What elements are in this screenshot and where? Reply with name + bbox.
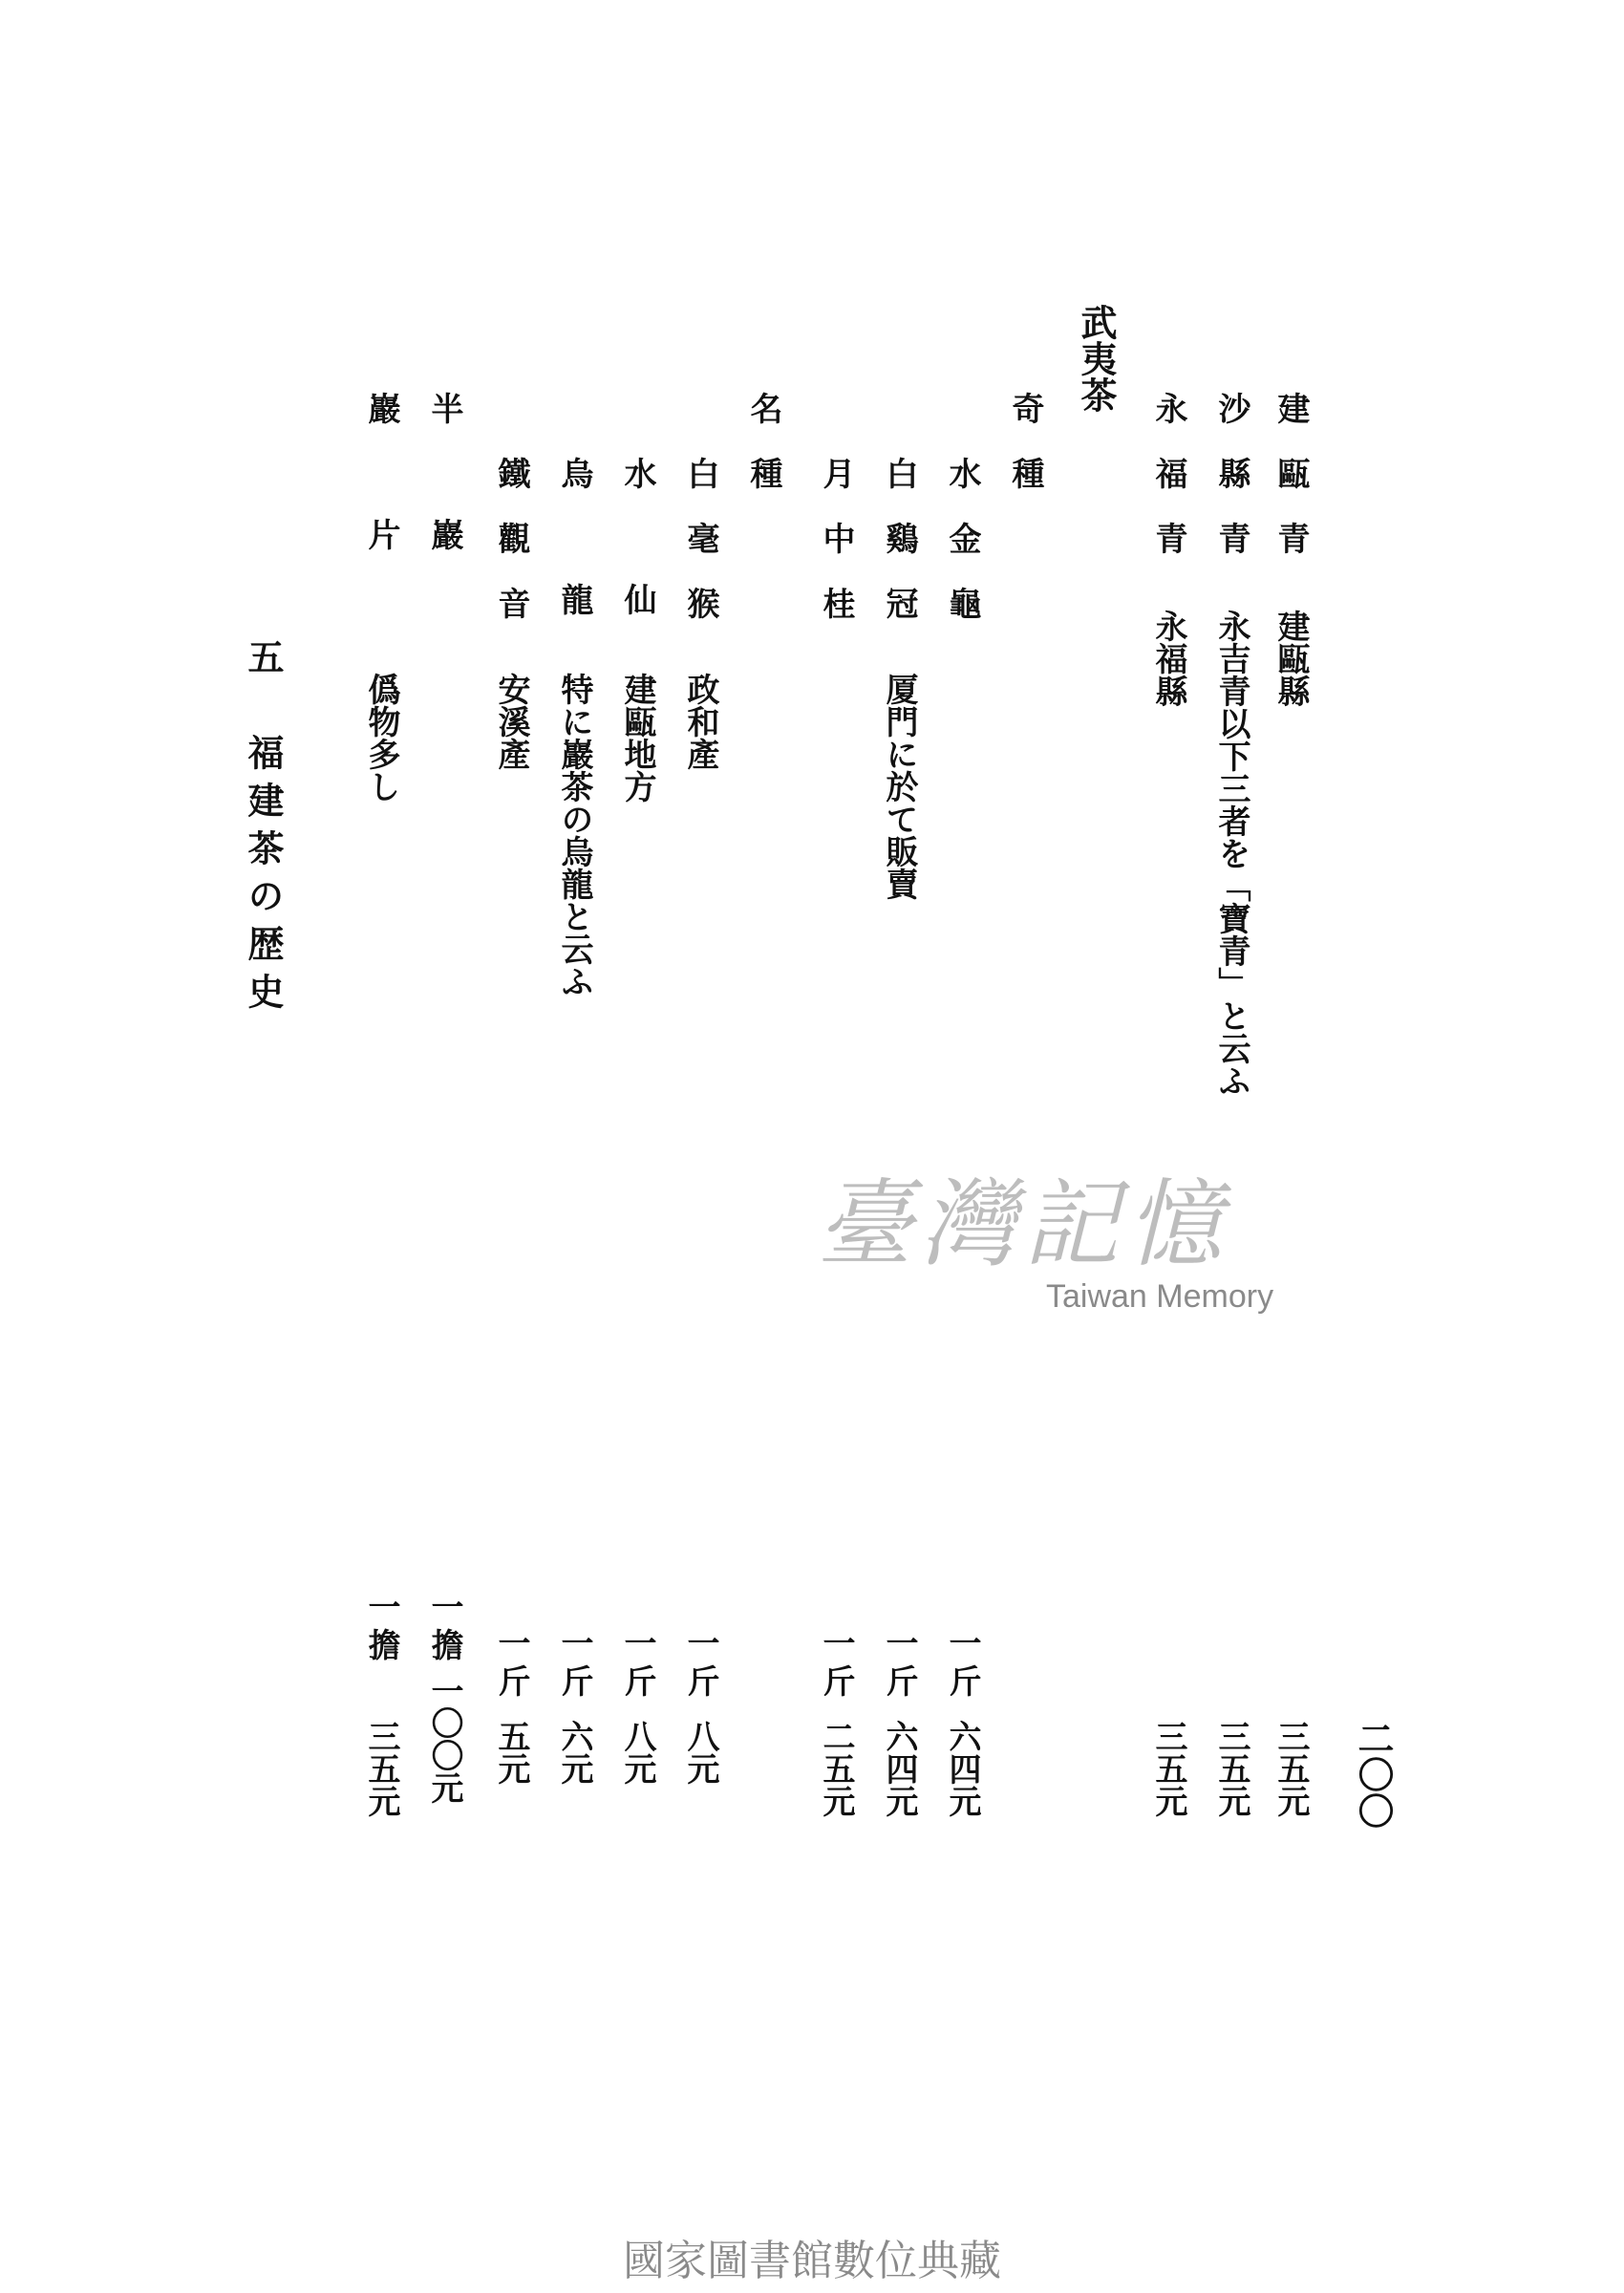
entry-price: 一〇〇元 [425, 1674, 463, 1804]
entry-note: 永吉青以下三者を「寶青」と云ふ [1212, 610, 1250, 1097]
entry-note: 建甌縣 [1271, 610, 1310, 707]
entry-name: 鐵觀音 [492, 457, 530, 652]
entry-note: 僞物多し [362, 673, 400, 803]
entry-name: 巖片 [362, 392, 400, 644]
entry-name: 半巖 [425, 392, 463, 644]
entry-name: 烏龍 [555, 457, 593, 709]
entry-unit: 一斤 [618, 1626, 656, 1703]
entry-name: 水仙 [618, 457, 656, 709]
watermark [817, 1168, 1294, 1320]
entry-name: 建甌青 [1271, 392, 1310, 587]
entry-note: 政和產 [681, 673, 719, 770]
entry-name: 水金龜 [943, 457, 981, 652]
entry-price: 六四元 [943, 1720, 981, 1817]
entry-price: 六元 [555, 1720, 593, 1785]
entry-unit: 一斤 [943, 1626, 981, 1703]
watermark-english: Taiwan Memory [1046, 1278, 1274, 1315]
entry-name: 沙縣青 [1212, 392, 1250, 587]
entry-note: 安溪產 [492, 673, 530, 770]
entry-unit: 一斤 [880, 1626, 918, 1703]
entry-name: 月中桂 [817, 457, 855, 652]
entry-price: 三五元 [1149, 1720, 1187, 1817]
entry-unit: 一斤 [555, 1626, 593, 1703]
entry-price: 三五元 [362, 1720, 400, 1817]
section-heading: 武夷茶 [1075, 304, 1118, 413]
page-number: 二〇〇 [1352, 1720, 1395, 1829]
entry-name: 白鷄冠 [880, 457, 918, 652]
category-label: 名種 [744, 392, 782, 522]
category-label: 奇種 [1006, 392, 1044, 522]
entry-note: 建甌地方 [618, 673, 656, 803]
entry-price: 三五元 [1212, 1720, 1250, 1817]
entry-price: 六四元 [880, 1720, 918, 1817]
entry-unit: 一斤 [492, 1626, 530, 1703]
entry-price: 二五元 [817, 1720, 855, 1817]
entry-name: 永福青 [1149, 392, 1187, 587]
entry-price: 八元 [681, 1720, 719, 1785]
entry-price: 五元 [492, 1720, 530, 1785]
entry-unit: 一斤 [817, 1626, 855, 1703]
entry-unit: 一擔 [362, 1590, 400, 1666]
entry-price: 八元 [618, 1720, 656, 1785]
watermark-cjk: 臺灣記憶 [817, 1168, 1229, 1280]
footer-credit: 國家圖書館數位典藏 [623, 2237, 1001, 2285]
entry-note: 永福縣 [1149, 610, 1187, 707]
entry-note: 厦門に於て販賣 [880, 673, 918, 900]
entry-unit: 一斤 [681, 1626, 719, 1703]
entry-price: 三五元 [1271, 1720, 1310, 1817]
entry-name: 白毫猴 [681, 457, 719, 652]
entry-unit: 一擔 [425, 1590, 463, 1666]
entry-note: 特に巖茶の烏龍と云ふ [555, 673, 593, 997]
chapter-title: 五 福建茶の歴史 [242, 638, 285, 1020]
